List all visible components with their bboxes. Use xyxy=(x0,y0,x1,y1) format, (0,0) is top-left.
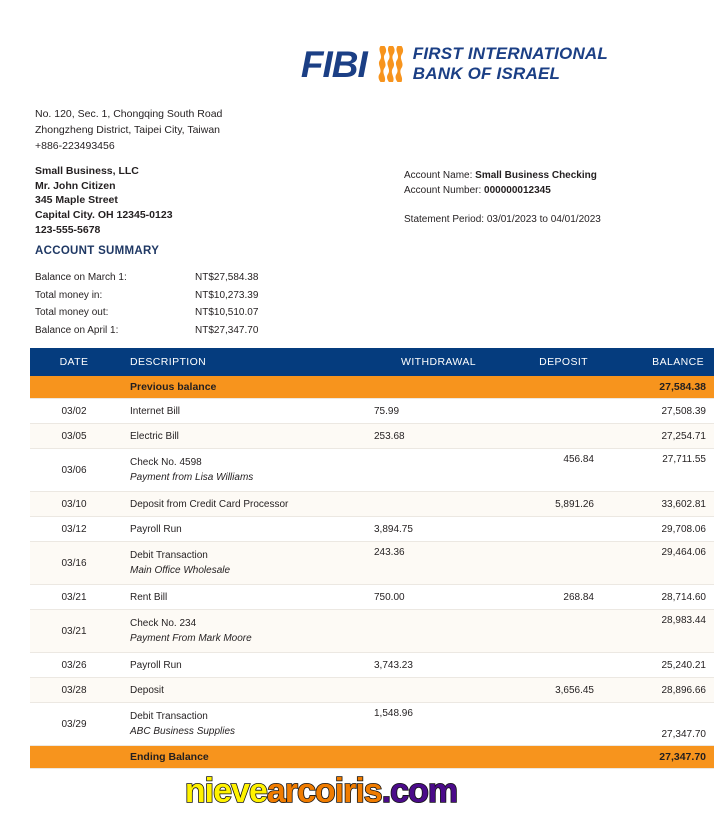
cell-date: 03/02 xyxy=(30,399,118,424)
ending-balance-amount: 27,347.70 xyxy=(598,746,714,769)
cell-date: 03/16 xyxy=(30,542,118,585)
ending-balance-label: Ending Balance xyxy=(118,746,356,769)
cell-date: 03/10 xyxy=(30,492,118,517)
column-header-description: DESCRIPTION xyxy=(118,348,356,376)
cell-description xyxy=(118,653,356,678)
description-sub: Payment from Lisa Williams xyxy=(130,472,254,483)
ending-balance-deposit xyxy=(486,746,598,769)
cell-deposit: 3,656.45 xyxy=(486,678,598,703)
account-summary-title: ACCOUNT SUMMARY xyxy=(35,245,160,257)
cell-withdrawal xyxy=(356,678,486,703)
table-row xyxy=(30,449,714,492)
cell-balance: 28,983.44 xyxy=(598,610,714,653)
account-name-value: Small Business Checking xyxy=(475,170,597,181)
cell-balance: 25,240.21 xyxy=(598,653,714,678)
cell-withdrawal: 750.00 xyxy=(356,585,486,610)
cell-withdrawal xyxy=(356,610,486,653)
summary-row xyxy=(35,306,258,324)
cell-date: 03/12 xyxy=(30,517,118,542)
cell-date: 03/26 xyxy=(30,653,118,678)
summary-amount: NT$27,584.38 xyxy=(195,272,259,283)
cell-balance: 27,508.39 xyxy=(598,399,714,424)
customer-name: Mr. John Citizen xyxy=(35,179,116,192)
cell-description xyxy=(118,585,356,610)
table-row xyxy=(30,424,714,449)
cell-description xyxy=(118,610,356,653)
summary-label: Balance on March 1: xyxy=(35,272,127,283)
column-header-withdrawal: WITHDRAWAL xyxy=(356,348,486,376)
ending-balance-date xyxy=(30,746,118,769)
description-main: Check No. 4598 xyxy=(130,457,202,468)
cell-withdrawal: 253.68 xyxy=(356,424,486,449)
previous-balance-label: Previous balance xyxy=(118,376,356,399)
cell-deposit xyxy=(486,703,598,746)
cell-withdrawal: 243.36 xyxy=(356,542,486,585)
description-main: Debit Transaction xyxy=(130,550,208,561)
description-main: Payroll Run xyxy=(130,523,182,535)
cell-description xyxy=(118,678,356,703)
summary-amount: NT$27,347.70 xyxy=(195,324,259,336)
table-row xyxy=(30,678,714,703)
table-row xyxy=(30,542,714,585)
description-main: Electric Bill xyxy=(130,430,179,442)
bank-logo xyxy=(301,44,608,84)
description-sub: Payment From Mark Moore xyxy=(130,633,252,644)
cell-withdrawal: 3,743.23 xyxy=(356,653,486,678)
watermark-part-2: arcoiris xyxy=(266,772,382,810)
logo-wordmark-fibi: FIBI xyxy=(300,43,367,85)
table-row xyxy=(30,703,714,746)
description-sub: Main Office Wholesale xyxy=(130,565,231,576)
cell-withdrawal xyxy=(356,449,486,492)
cell-description xyxy=(118,424,356,449)
description-main: Payroll Run xyxy=(130,659,182,671)
customer-street: 345 Maple Street xyxy=(35,194,118,207)
account-number-label: Account Number: xyxy=(404,185,482,196)
bank-address-phone: +886-223493456 xyxy=(35,140,115,152)
cell-deposit xyxy=(486,399,598,424)
cell-balance: 33,602.81 xyxy=(598,492,714,517)
cell-date: 03/06 xyxy=(30,449,118,492)
cell-balance: 27,711.55 xyxy=(598,449,714,492)
account-name-row xyxy=(404,168,601,183)
previous-balance-date xyxy=(30,376,118,399)
bank-address-line1: No. 120, Sec. 1, Chongqing South Road xyxy=(35,108,223,120)
cell-deposit xyxy=(486,610,598,653)
cell-deposit xyxy=(486,424,598,449)
transactions-table xyxy=(30,348,714,769)
column-header-deposit: DEPOSIT xyxy=(486,348,598,376)
summary-row xyxy=(35,324,258,342)
previous-balance-deposit xyxy=(486,376,598,399)
account-summary-table xyxy=(35,271,258,341)
cell-deposit xyxy=(486,517,598,542)
customer-address xyxy=(35,164,173,238)
column-header-date: DATE xyxy=(30,348,118,376)
cell-withdrawal: 1,548.96 xyxy=(356,703,486,746)
account-number-row xyxy=(404,183,601,198)
cell-description xyxy=(118,492,356,517)
summary-label: Balance on April 1: xyxy=(35,324,119,336)
description-main: Debit Transaction xyxy=(130,711,208,722)
cell-balance: 27,347.70 xyxy=(598,703,714,746)
cell-withdrawal xyxy=(356,492,486,517)
table-row xyxy=(30,610,714,653)
cell-balance: 28,714.60 xyxy=(598,585,714,610)
bank-address xyxy=(35,106,222,154)
table-row xyxy=(30,585,714,610)
watermark-part-3: .com xyxy=(381,772,458,810)
cell-description xyxy=(118,517,356,542)
customer-company: Small Business, LLC xyxy=(35,165,139,177)
ending-balance-row xyxy=(30,746,714,769)
logo-bank-name xyxy=(413,44,608,84)
summary-amount: NT$10,510.07 xyxy=(195,307,259,318)
table-row xyxy=(30,492,714,517)
previous-balance-amount: 27,584.38 xyxy=(598,376,714,399)
account-name-label: Account Name: xyxy=(404,170,473,181)
summary-label: Total money out: xyxy=(35,307,109,318)
cell-balance: 28,896.66 xyxy=(598,678,714,703)
customer-city-state-zip: Capital City. OH 12345-0123 xyxy=(35,209,173,222)
description-main: Internet Bill xyxy=(130,405,181,417)
table-row xyxy=(30,399,714,424)
summary-row xyxy=(35,289,258,307)
description-main: Deposit from Credit Card Processor xyxy=(130,498,289,510)
cell-balance: 27,254.71 xyxy=(598,424,714,449)
cell-description xyxy=(118,703,356,746)
description-main: Check No. 234 xyxy=(130,618,197,629)
cell-date: 03/28 xyxy=(30,678,118,703)
cell-withdrawal: 75.99 xyxy=(356,399,486,424)
cell-withdrawal: 3,894.75 xyxy=(356,517,486,542)
cell-date: 03/05 xyxy=(30,424,118,449)
bank-address-line2: Zhongzheng District, Taipei City, Taiwan xyxy=(35,124,221,136)
site-watermark xyxy=(0,774,642,808)
logo-bank-name-line1: FIRST INTERNATIONAL xyxy=(412,44,608,63)
previous-balance-withdrawal xyxy=(356,376,486,399)
cell-deposit: 456.84 xyxy=(486,449,598,492)
cell-description xyxy=(118,542,356,585)
previous-balance-row xyxy=(30,376,714,399)
cell-date: 03/21 xyxy=(30,610,118,653)
description-main: Deposit xyxy=(130,684,164,696)
account-meta xyxy=(404,168,601,227)
account-number-value: 000000012345 xyxy=(484,185,551,196)
statement-period: Statement Period: 03/01/2023 to 04/01/2023 xyxy=(404,214,601,225)
table-header-row xyxy=(30,348,714,376)
logo-bank-name-line2: BANK OF ISRAEL xyxy=(412,64,561,84)
cell-description xyxy=(118,399,356,424)
cell-deposit xyxy=(486,542,598,585)
column-header-balance: BALANCE xyxy=(598,348,714,376)
cell-deposit: 5,891.26 xyxy=(486,492,598,517)
summary-row xyxy=(35,271,258,289)
cell-balance: 29,708.06 xyxy=(598,517,714,542)
cell-deposit: 268.84 xyxy=(486,585,598,610)
table-row xyxy=(30,653,714,678)
summary-amount: NT$10,273.39 xyxy=(195,289,259,301)
cell-date: 03/21 xyxy=(30,585,118,610)
watermark-part-1: nieve xyxy=(184,772,267,810)
ending-balance-withdrawal xyxy=(356,746,486,769)
description-sub: ABC Business Supplies xyxy=(130,726,236,737)
table-row xyxy=(30,517,714,542)
cell-date: 03/29 xyxy=(30,703,118,746)
cell-description xyxy=(118,449,356,492)
cell-deposit xyxy=(486,653,598,678)
customer-phone: 123-555-5678 xyxy=(35,223,101,236)
cell-balance: 29,464.06 xyxy=(598,542,714,585)
summary-label: Total money in: xyxy=(35,289,103,301)
description-main: Rent Bill xyxy=(130,591,168,603)
flame-wave-icon xyxy=(376,45,404,83)
